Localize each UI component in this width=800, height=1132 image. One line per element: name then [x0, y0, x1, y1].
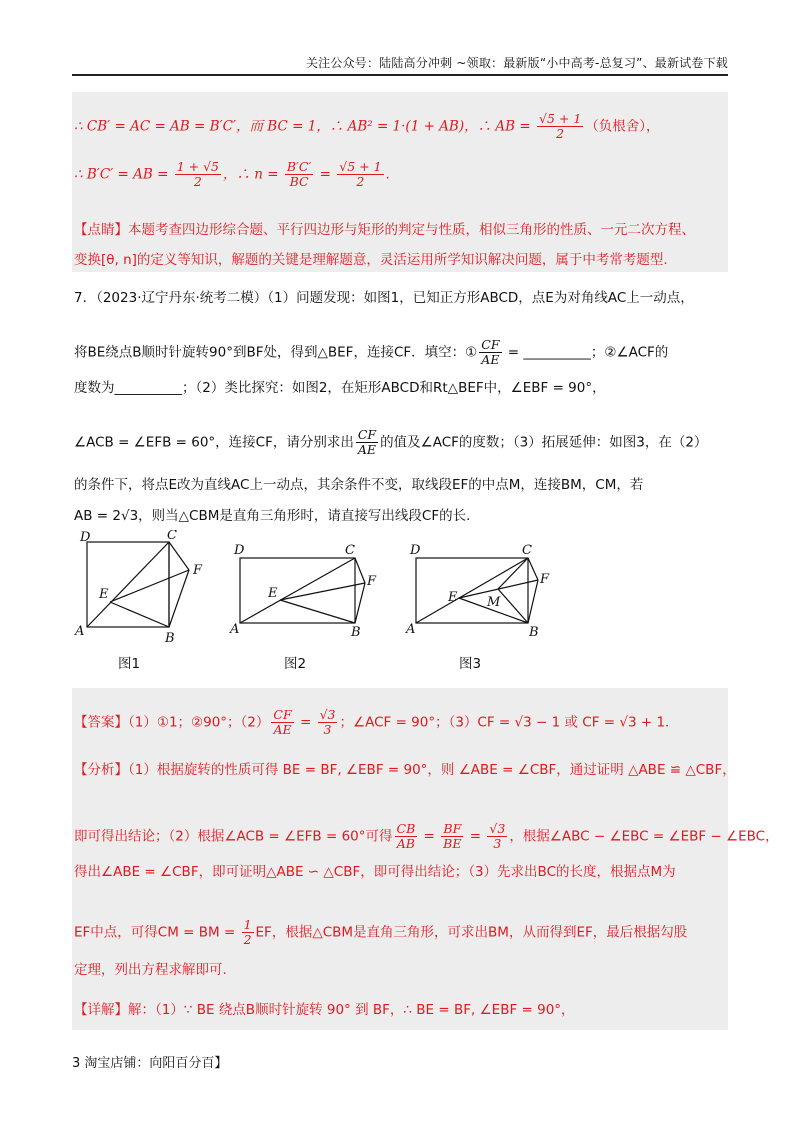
fig2-label-B: B — [351, 625, 361, 640]
analysis-line-2: 即可得出结论；（2）根据∠ACB = ∠EFB = 60°可得 $\frac{CB}{AB}$ = $\frac{BF}{BE}$ = $\frac{√3}{3}$ ，根据∠ABC − ∠EBC = ∠EBF − ∠EBC， — [74, 821, 779, 851]
analysis-line-4: EF中点，可得CM = BM = $\frac{1}{2}$ EF，根据△CBM是直角三角形，可求出BM，从而得到EF，最后根据勾股 — [74, 917, 688, 947]
problem-line-1: 7．（2023·辽宁丹东·统考二模）（1）问题发现：如图1，已知正方形ABCD，点E为对角线AC上一动点， — [74, 290, 694, 306]
footer-text: 3 淘宝店铺：向阳百分百】 — [72, 1056, 228, 1071]
answer-line: 【答案】（1）①1；②90°；（2） $\frac{CF}{AE}$ = $\frac{√3}{3}$ ；∠ACF = 90°；（3）CF = √3 − 1 或 CF = √3 + 1． — [74, 707, 679, 737]
fig2-label-D: D — [234, 543, 245, 558]
analysis-line-5: 定理，列出方程求解即可. — [74, 962, 227, 978]
solution-line-2: ∴ B′C′ = AB = $\frac{1 + √5}{2}$ ，∴ n = $\frac{B'C'}{BC}$ = $\frac{√5 + 1}{2}$ . — [74, 159, 390, 189]
figure-2 — [228, 540, 388, 640]
fig1-label-D: D — [80, 530, 91, 545]
problem-line-2: 将BE绕点B顺时针旋转90°到BF处，得到△BEF，连接CF．填空：① $\frac{CF}{AE}$ = __________；②∠ACF的 — [74, 337, 669, 367]
fig3-label-D: D — [410, 543, 421, 558]
problem-line-3: 度数为__________；（2）类比探究：如图2，在矩形ABCD和Rt△BEF中，∠EBF = 90°， — [74, 380, 606, 396]
fig2-label-A: A — [230, 622, 240, 637]
fig3-label-F: F — [540, 572, 550, 587]
fig3-label-C: C — [522, 543, 532, 558]
solution-line-1: ∴ CB′ = AC = AB = B′C′，而 BC = 1，∴ AB² = 1·(1 + AB)，∴ AB = $\frac{√5 + 1}{2}$ （负根舍）， — [74, 111, 660, 141]
fig1-label-F: F — [193, 563, 203, 578]
comment-line-1: 【点睛】本题考查四边形综合题、平行四边形与矩形的判定与性质，相似三角形的性质、一元二次方程、 — [74, 222, 695, 238]
detail-line-1: 【详解】解：（1）∵ BE 绕点B顺时针旋转 90° 到 BF，∴ BE = BF, ∠EBF = 90°， — [74, 1002, 575, 1018]
fig1-label-C: C — [167, 530, 177, 543]
fig1-label-E: E — [99, 587, 109, 602]
caption-fig3: 图3 — [459, 656, 482, 672]
analysis-line-3: 得出∠ABE = ∠CBF，即可证明△ABE ∽ △CBF，即可得出结论；（3）先求出BC的长度，根据点M为 — [74, 864, 676, 880]
fig2-label-F: F — [367, 574, 377, 589]
fig1-label-A: A — [75, 624, 85, 639]
figure-1 — [72, 530, 222, 645]
fig3-label-A: A — [406, 622, 416, 637]
fig3-label-B: B — [529, 625, 539, 640]
page-header — [72, 54, 728, 76]
problem-line-6: AB = 2√3，则当△CBM是直角三角形时，请直接写出线段CF的长. — [74, 508, 471, 524]
comment-line-2: 变换[θ, n]的定义等知识，解题的关键是理解题意，灵活运用所学知识解决问题，属于中考常考题型. — [74, 252, 668, 268]
problem-line-5: 的条件下，将点E改为直线AC上一动点，其余条件不变，取线段EF的中点M，连接BM，CM，若 — [74, 477, 644, 493]
fig3-label-E: E — [448, 590, 458, 605]
header-text: 关注公众号：陆陆高分冲刺 ~领取：最新版“小中高考-总复习”、最新试卷下载 — [305, 56, 728, 70]
fig1-label-B: B — [165, 631, 175, 645]
fig2-label-E: E — [268, 586, 278, 601]
page-footer — [72, 1052, 227, 1071]
fig3-label-M: M — [487, 595, 501, 610]
caption-fig2: 图2 — [284, 656, 307, 672]
fig2-label-C: C — [345, 543, 355, 558]
caption-fig1: 图1 — [118, 656, 141, 672]
figure-3 — [404, 540, 564, 640]
analysis-line-1: 【分析】（1）根据旋转的性质可得 BE = BF, ∠EBF = 90°，则 ∠ABE = ∠CBF，通过证明 △ABE ≌ △CBF， — [74, 762, 736, 778]
problem-line-4: ∠ACB = ∠EFB = 60°，连接CF，请分别求出 $\frac{CF}{AE}$ 的值及∠ACF的度数；（3）拓展延伸：如图3，在（2） — [74, 427, 708, 457]
